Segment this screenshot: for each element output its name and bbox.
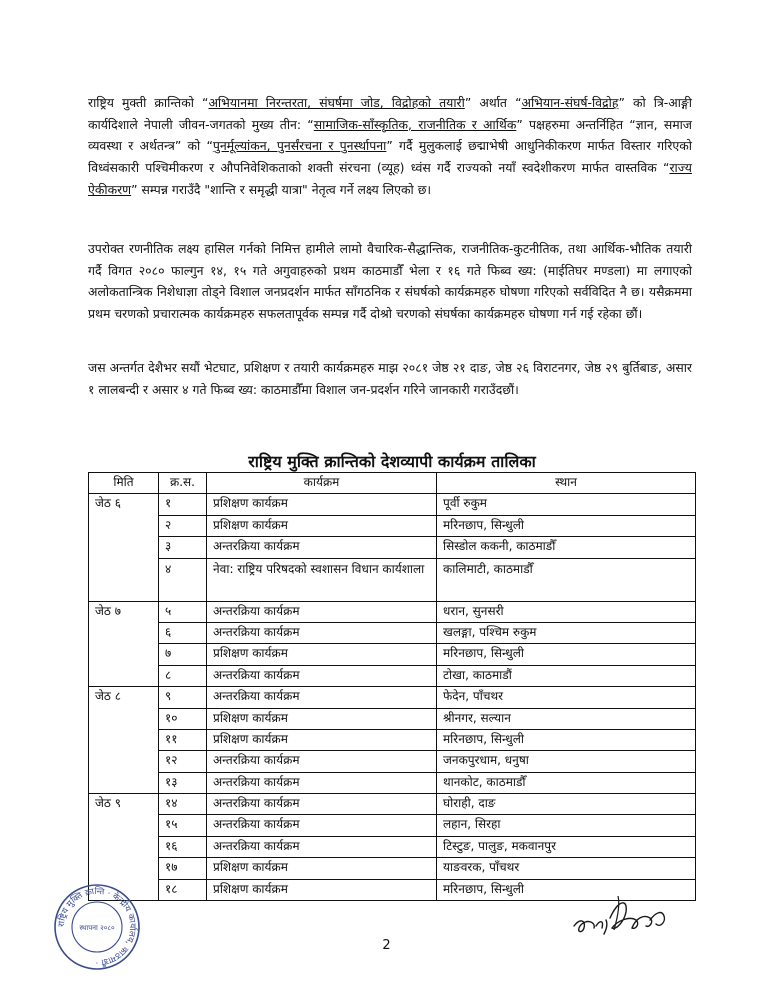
date-cell [89,815,159,836]
table-row [89,751,696,772]
underlined-phrase: पुनर्मूल्यांकन, पुनर्संरचना र पुनर्स्थापना [212,138,387,154]
schedule-table-body [89,494,696,901]
place-cell: टोखा, काठमाडौं [437,665,696,686]
intro-paragraph [88,92,692,201]
place-cell: लहान, सिरहा [437,815,696,836]
place-cell: श्रीनगर, सल्यान [437,708,696,729]
place-cell: धरान, सुनसरी [437,601,696,622]
program-cell: अन्तरक्रिया कार्यक्रम [207,537,437,558]
serial-cell: ११ [159,729,207,750]
date-cell [89,622,159,643]
underlined-phrase: सामाजिक-साँस्कृतिक, राजनीतिक र आर्थिक [313,116,517,132]
paragraph-text: ” को त्रि-आङ्गी कार्यदिशाले नेपाली जीवन-जगतको मुख्य तीन: “ [88,95,692,132]
program-cell: नेवा: राष्ट्रिय परिषदको स्वशासन विधान कार्यशाला [207,558,437,601]
date-cell: जेठ ९ [89,794,159,815]
program-cell: अन्तरक्रिया कार्यक्रम [207,794,437,815]
place-cell: मरिनछाप, सिन्धुली [437,879,696,900]
serial-cell: १७ [159,858,207,879]
serial-cell: ५ [159,601,207,622]
page-number: 2 [382,938,391,953]
program-cell: प्रशिक्षण कार्यक्रम [207,515,437,536]
place-cell: मरिनछाप, सिन्धुली [437,515,696,536]
table-row [89,622,696,643]
serial-cell: १२ [159,751,207,772]
date-cell [89,515,159,536]
serial-cell: ४ [159,558,207,601]
program-cell: प्रशिक्षण कार्यक्रम [207,879,437,900]
serial-cell: १ [159,494,207,515]
program-cell: प्रशिक्षण कार्यक्रम [207,858,437,879]
table-header-row [89,473,696,494]
program-cell: प्रशिक्षण कार्यक्रम [207,729,437,750]
serial-cell: १० [159,708,207,729]
place-cell: सिस्डोल ककनी, काठमाडौँ [437,537,696,558]
table-row [89,729,696,750]
program-cell: अन्तरक्रिया कार्यक्रम [207,622,437,643]
table-row [89,537,696,558]
table-row [89,601,696,622]
program-cell: अन्तरक्रिया कार्यक्रम [207,687,437,708]
paragraph-text: ” सम्पन्न गराउँदै "शान्ति र समृद्धी यात्रा" नेतृत्व गर्ने लक्ष्य लिएको छ। [131,181,432,197]
date-cell [89,558,159,601]
serial-cell: १४ [159,794,207,815]
table-row [89,794,696,815]
serial-cell: १३ [159,772,207,793]
program-cell: अन्तरक्रिया कार्यक्रम [207,601,437,622]
serial-cell: ८ [159,665,207,686]
date-cell [89,858,159,879]
table-row [89,772,696,793]
table-row [89,515,696,536]
table-row [89,665,696,686]
place-cell: पूर्वी रुकुम [437,494,696,515]
date-cell [89,537,159,558]
header-place: स्थान [437,473,696,494]
header-date: मिति [89,473,159,494]
date-cell [89,772,159,793]
paragraph-text: ” अर्थात “ [464,95,522,110]
place-cell: मरिनछाप, सिन्धुली [437,644,696,665]
date-cell [89,665,159,686]
paragraph-text: ” गर्दै मुलुकलाई छद्माभेषी आधुनिकीकरण मार्फत विस्तार गरिएको विध्वंसकारी पश्चिमीकरण र औपनिवेशिकताको शक्ती संरचना (व्यूह) ध्वंस गर्दै राज्यको नयाँ स्वदेशीकरण मार्फत वास्तविक “ [88,138,692,176]
table-row [89,644,696,665]
table-row [89,687,696,708]
date-cell: जेठ ६ [89,494,159,515]
place-cell: घोराही, दाङ [437,794,696,815]
table-row [89,708,696,729]
serial-cell: ७ [159,644,207,665]
place-cell: याङवरक, पाँचथर [437,858,696,879]
announcement-paragraph: जस अन्तर्गत देशैभर सयौं भेटघाट, प्रशिक्षण र तयारी कार्यक्रमहरु माझ २०८१ जेष्ठ २१ दाङ, जेष्ठ २६ विराटनगर, जेष्ठ २९ बुर्तिबाङ, असार १ लालबन्दी र असार ४ गते फिब्व ख्य: काठमाडौँमा विशाल जन-प्रदर्शन गरिने जानकारी गराउँदछौं। [88,360,692,397]
date-cell [89,644,159,665]
program-cell: अन्तरक्रिया कार्यक्रम [207,836,437,857]
header-serial: क्र.स. [159,473,207,494]
program-cell: अन्तरक्रिया कार्यक्रम [207,772,437,793]
schedule-table-title: राष्ट्रिय मुक्ति क्रान्तिको देशव्यापी कार्यक्रम तालिका [248,452,536,471]
place-cell: खलङ्गा, पश्चिम रुकुम [437,622,696,643]
date-cell [89,708,159,729]
paragraph-text: राष्ट्रिय मुक्ती क्रान्तिको “ [88,95,209,110]
place-cell: जनकपुरधाम, धनुषा [437,751,696,772]
table-row [89,815,696,836]
program-cell: अन्तरक्रिया कार्यक्रम [207,665,437,686]
place-cell: कालिमाटी, काठमाडौँ [437,558,696,601]
program-cell: अन्तरक्रिया कार्यक्रम [207,751,437,772]
svg-text:स्थापना २०८०: स्थापना २०८० [79,924,115,932]
place-cell: थानकोट, काठमाडौँ [437,772,696,793]
organization-seal-stamp [52,882,142,972]
serial-cell: १५ [159,815,207,836]
place-cell: मरिनछाप, सिन्धुली [437,729,696,750]
place-cell: टिस्टुङ, पालुङ, मकवानपुर [437,836,696,857]
svg-text:राष्ट्रिय मुक्ति क्रान्ति · के: राष्ट्रिय मुक्ति क्रान्ति · केन्द्रीय कार्यालय, काठमाडौं · [56,886,138,968]
underlined-phrase: अभियानमा निरन्तरता, संघर्षमा जोड, विद्रोहको तयारी [208,95,465,110]
serial-cell: ६ [159,622,207,643]
serial-cell: १६ [159,836,207,857]
date-cell [89,836,159,857]
underlined-phrase: अभियान-संघर्ष-विद्रोह [521,95,619,110]
program-cell: प्रशिक्षण कार्यक्रम [207,644,437,665]
table-row [89,858,696,879]
schedule-table [88,472,696,901]
paragraph-text: ” पक्षहरुमा अन्तर्निहित “ज्ञान, समाज व्यवस्था र अर्थतन्त्र” को “ [88,116,693,154]
program-cell: प्रशिक्षण कार्यक्रम [207,494,437,515]
date-cell [89,751,159,772]
serial-cell: १८ [159,879,207,900]
strategy-paragraph: उपरोक्त रणनीतिक लक्ष्य हासिल गर्नको निमित्त हामीले लामो वैचारिक-सैद्धान्तिक, राजनीतिक-कुटनीतिक, तथा आर्थिक-भौतिक तयारी गर्दै विगत २०८० फाल्गुन १४, १५ गते अगुवाहरुको प्रथम काठमाडौँ भेला र १६ गते फिब्व ख्य: (माईतिघर मण्डला) मा लगाएको अलोकतान्त्रिक निशेधाज्ञा तोड्ने विशाल जनप्रदर्शन मार्फत साँगठनिक र संघर्षको कार्यक्रमहरु घोषणा गरिएको सर्वविदित नै छ। यसैक्रममा प्रथम चरणको प्रचारात्मक कार्यक्रमहरु सफलतापूर्वक सम्पन्न गर्दै दोश्रो चरणको संघर्षका कार्यक्रमहरु घोषणा गर्न गई रहेका छौं। [88,241,692,322]
place-cell: फेदेन, पाँचथर [437,687,696,708]
table-row [89,836,696,857]
header-program: कार्यक्रम [207,473,437,494]
date-cell: जेठ ७ [89,601,159,622]
program-cell: प्रशिक्षण कार्यक्रम [207,708,437,729]
serial-cell: ९ [159,687,207,708]
program-cell: अन्तरक्रिया कार्यक्रम [207,815,437,836]
serial-cell: २ [159,515,207,536]
table-row [89,558,696,601]
table-row [89,494,696,515]
handwritten-signature [566,890,676,940]
underlined-phrase: राज्य ऐकीकरण [88,160,692,197]
serial-cell: ३ [159,537,207,558]
date-cell: जेठ ८ [89,687,159,708]
date-cell [89,729,159,750]
